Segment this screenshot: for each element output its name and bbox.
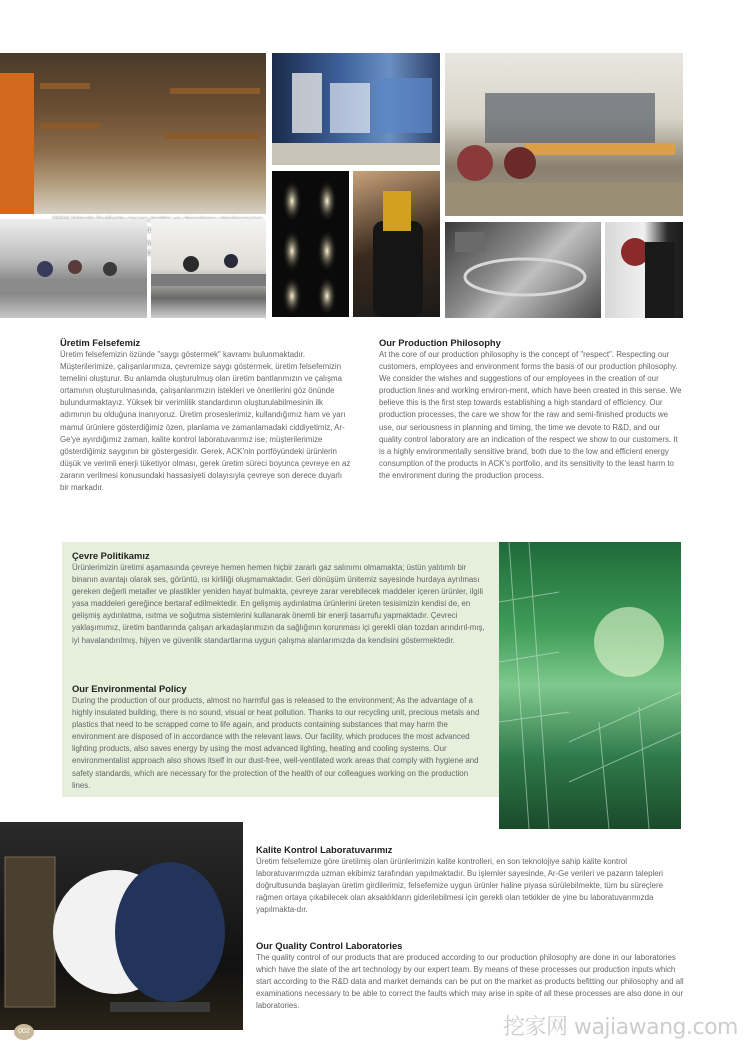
page-number: 002 [14,1024,34,1040]
wall-lights-graphic [272,171,349,317]
circuit-board-graphic [445,222,601,318]
production-philosophy-heading-en: Our Production Philosophy [379,337,501,348]
production-philosophy-text-en: At the core of our production philosophy is the concept of "respect". Respecting our customers, employees and environment forms the basis of our production philosophy. We consider the wishes and suggestions of our employees in the creation of our production lines and working environ-ment, which have been created in this sense. We believe this is the first step towards establishing a high standard of efficiency. Our production processes, the care we show for the raw and semi-finished products we use, our seriousness in planning and timing, the time we devote to R&D, and our quality control laboratory are an indication of the respect we show to our customers. It is a highly environmentally sensitive brand, both due to the low and efficient energy consumption of the products in ACK's portfolio, and its sensitivity to the least harm to the environment during the production process. [379,350,682,480]
tester-graphic [605,222,683,318]
orange-wall-graphic [0,73,34,214]
fixture-graphic [353,171,440,317]
quality-control-heading-en: Our Quality Control Laboratories [256,940,403,951]
testing-equipment-photo [605,222,683,318]
quality-control-heading-tr: Kalite Kontrol Laboratuvarımız [256,844,393,855]
shelf-graphic [170,88,260,94]
assembly-line-photo [445,53,683,216]
shelf-graphic [165,133,260,139]
showroom-photo [272,53,440,165]
production-philosophy-text-tr: Üretim felsefemizin özünde "saygı göstermek" kavramı bulunmaktadır. Müşterilerimize, çalışanlarımıza, çevremize saygı göstermek, üretim felsefemizin temelini oluşturur. Bu anlamda oluşturulmuş olan üretim bantlarımızın ve çalışma ortamının oluşturulmasında, çalışanlarımızın istekleri ve önerilerini göz önünde bulundurmaktayız. Yüksek bir verimlilik standardının oluşturulabilmesinin ilk adımının bu olduğuna inanıyoruz. Üretim proseslerimiz, kullandığımız ham ve yarı mamul ürünlere gösterdiğimiz özen, planlama ve zamanlamadaki ciddiyetimiz, Ar-Ge'ye ayırdığımız zaman, kalite kontrol laboratuvarımız ise; müşterilerimize gösterdiğimiz saygının bir göstergesidir. Gerek, ACK'nin portföyündeki ürünlerin düşük ve verimli enerji tüketiyor olması, gerek üretim süreci boyunca çevreye en az zararın verilmesi konusundaki hassasiyeti dolayısıyla çevreye son derece duyarlı bir markadır. [60,350,351,493]
environmental-policy-heading-tr: Çevre Politikamız [72,550,150,561]
lab-desk-graphic [151,219,266,318]
environmental-policy-heading-en: Our Environmental Policy [72,683,187,694]
environmental-policy-text-tr: Ürünlerimizin üretimi aşamasında çevreye hemen hemen hiçbir zararlı gaz salınımı olmamakta; üstün yalıtımlı bir binanın avantajı olarak ses, görüntü, ısı kirliliği oluşmamaktadır. Geri dönüşüm ünitemiz sayesinde hurdaya ayrılması gereken değerli metaller ve plastikler yeniden hayat bulmakta, çevreye zarar verebilecek maddeler içeren ürünler, ilgili yasa maddeleri gereğince bertaraf edilmektedir. En gelişmiş aydınlatma ürünlerini üreten tesisimizin kendisi de, en gelişmiş aydınlatma, ısıtma ve soğutma sistemlerini kullanarak önemli bir enerji tasarrufu yapmaktadır. Çevreci yaklaşımımız, üretim bantlarında çalışan arkadaşlarımızın da sağlığının korunması içi gerekli olan tozdan arındırıl-mış, iyi havalandırılmış, hijyen ve güvenlik standartlarına uygun çalışma alanlarımızda da kendisini göstermektedir. [72,563,485,645]
environmental-policy-text-en: During the production of our products, almost no harmful gas is released to the environment; As the advantage of a highly insulated building, there is no sound, visual or heat pollution. Thanks to our recycling unit, precious metals and plastics that need to be scrapped come to life again, and products containing substances that may harm the environment are disposed of in accordance with the relevant laws. Our facility, which produces the most advanced lighting products, also saves energy by using the most advanced lighting, heating and cooling systems. Our environmentalist approach also shows itself in our dust-free, well-ventilated work areas that comply with hygiene and safety standards, which are necessary for the protection of the health of our colleagues working on the production lines. [72,696,480,790]
watermark: 挖家网 wajiawang.com [502,1015,738,1040]
green-building-photo [499,542,681,829]
integrating-sphere-photo [0,822,243,1030]
assembly-line-graphic [445,53,683,216]
integrating-sphere-graphic [0,822,243,1030]
wall-lights-photo [272,171,349,317]
production-philosophy-heading-tr: Üretim Felsefemiz [60,337,141,348]
workers-graphic [0,219,147,318]
warehouse-photo [0,53,266,214]
shelf-graphic [40,123,100,129]
production-workers-photo [0,219,147,318]
quality-control-text-en: The quality control of our products that are produced according to our production philosophy are done in our laboratories which have the slate of the art technology by our expert team. By means of these processes our production inputs which start according to the R&D data and market demands can be put on the market as products befitting our philosophy and all examinations necessary to be able to correct the faults which may arise in spite of all these processes are also done in our laboratories. [256,953,684,1011]
lab-desk-photo [151,219,266,318]
building-graphic [499,542,681,829]
quality-control-text-tr: Üretim felsefemize göre üretilmiş olan ürünlerimizin kalite kontrolleri, en son teknolojiye sahip kalite kontrol laboratuvarımızda uzman ekibimiz tarafından yapılmaktadır. Bu işlemler sayesinde, Ar-Ge verileri ve pazarın talepleri doğrultusunda başlayan üretim girdilerimiz, felsefemize uygun ürünler haline piyasa sürülebilmekte, tüm bu süreçlere rağmen ortaya çıkabilecek olan aksaklıkların giderilebilmesi için gerekli olan tetkikler de yine bu laboratuvarımızda yapılmakta-dır. [256,857,664,915]
fixture-assembly-photo [353,171,440,317]
circuit-board-photo [445,222,601,318]
showroom-graphic [272,53,440,165]
shelf-graphic [40,83,90,89]
